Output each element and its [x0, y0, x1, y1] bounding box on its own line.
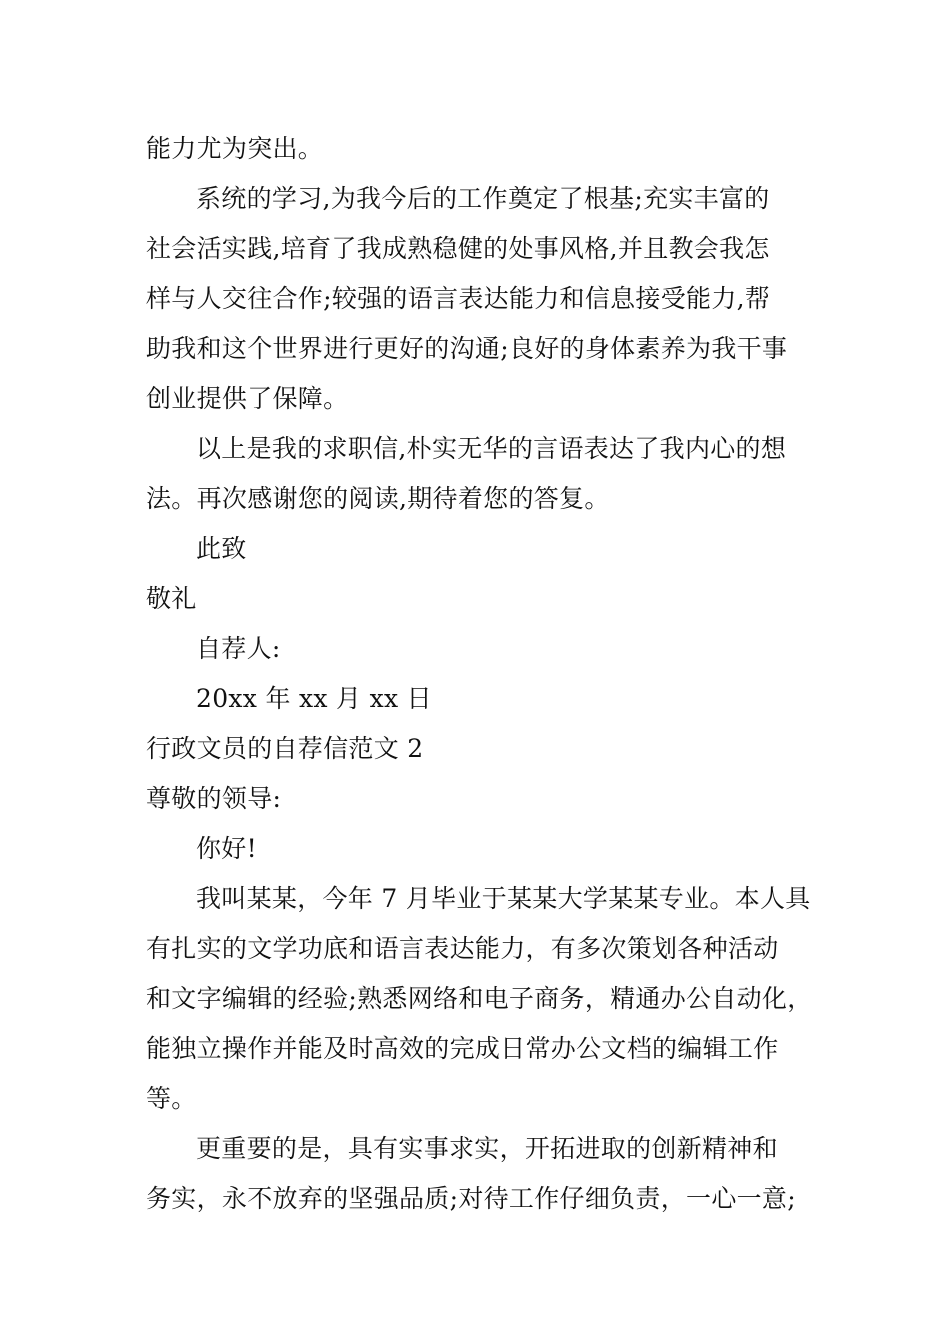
- paragraph-start-line: 以上是我的求职信,朴实无华的言语表达了我内心的想: [196, 434, 787, 463]
- text-line: 样与人交往合作;较强的语言表达能力和信息接受能力,帮: [146, 284, 771, 313]
- text-line: 助我和这个世界进行更好的沟通;良好的身体素养为我干事: [146, 334, 788, 363]
- text-line: 能独立操作并能及时高效的完成日常办公文档的编辑工作: [146, 1034, 779, 1063]
- text-line: 能力尤为突出。: [146, 134, 324, 163]
- text-line: 和文字编辑的经验;熟悉网络和电子商务，精通办公自动化，: [146, 984, 813, 1013]
- signature-label: 自荐人:: [196, 634, 281, 663]
- greeting: 你好!: [196, 834, 257, 863]
- text-line: 务实，永不放弃的坚强品质;对待工作仔细负责，一心一意;: [146, 1184, 796, 1213]
- closing-salutation: 此致: [196, 534, 247, 563]
- paragraph-start-line: 我叫某某，今年 7 月毕业于某某大学某某专业。本人具: [196, 884, 811, 913]
- text-line: 有扎实的文学功底和语言表达能力，有多次策划各种活动: [146, 934, 779, 963]
- text-line: 法。再次感谢您的阅读,期待着您的答复。: [146, 484, 610, 513]
- text-line: 创业提供了保障。: [146, 384, 349, 413]
- closing-regards: 敬礼: [146, 584, 197, 613]
- text-line: 等。: [146, 1084, 197, 1113]
- date-line: 20xx 年 xx 月 xx 日: [196, 684, 432, 713]
- greeting-addressee: 尊敬的领导:: [146, 784, 282, 813]
- paragraph-start-line: 系统的学习,为我今后的工作奠定了根基;充实丰富的: [196, 184, 770, 213]
- section-title: 行政文员的自荐信范文 2: [146, 734, 424, 763]
- text-line: 社会活实践,培育了我成熟稳健的处事风格,并且教会我怎: [146, 234, 770, 263]
- paragraph-start-line: 更重要的是，具有实事求实，开拓进取的创新精神和: [196, 1134, 778, 1163]
